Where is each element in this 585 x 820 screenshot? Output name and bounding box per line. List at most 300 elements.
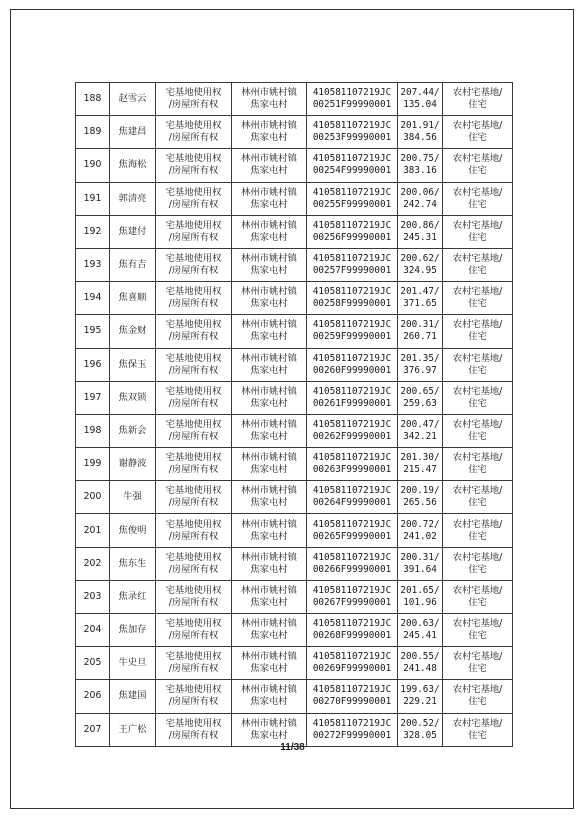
registry-table-body	[76, 83, 513, 747]
usage-cell	[443, 215, 513, 248]
area-line: 201.47/	[400, 286, 440, 298]
location-line: 林州市姚村镇	[241, 153, 297, 165]
unit-code-cell	[307, 248, 398, 281]
location-line: 林州市姚村镇	[241, 352, 297, 364]
owner-name-cell: 焦有吉	[110, 248, 156, 281]
location-line: 林州市姚村镇	[241, 485, 297, 497]
table-row	[76, 614, 513, 647]
usage-line: 住宅	[468, 132, 487, 144]
right-type-line: 宅基地使用权	[165, 153, 222, 165]
right-type-line: 宅基地使用权	[165, 385, 222, 397]
unit-code-cell	[307, 116, 398, 149]
location-line: 焦家屯村	[250, 729, 288, 741]
location-line: 林州市姚村镇	[241, 584, 297, 596]
location-cell	[232, 448, 307, 481]
area-line: 328.05	[403, 729, 437, 741]
usage-line: 住宅	[468, 298, 487, 310]
area-cell	[398, 547, 443, 580]
owner-name-cell: 赵雪云	[110, 83, 156, 116]
registry-table	[75, 82, 513, 747]
owner-name-cell: 焦新会	[110, 414, 156, 447]
unit-code-line: 00258F99990001	[312, 298, 392, 310]
area-line: 376.97	[403, 364, 437, 376]
unit-code-cell	[307, 149, 398, 182]
right-type-line: 宅基地使用权	[165, 253, 222, 265]
right-type-line: 宅基地使用权	[165, 286, 222, 298]
location-line: 焦家屯村	[250, 464, 288, 476]
right-type-line: /房屋所有权	[168, 630, 219, 642]
unit-code-cell	[307, 414, 398, 447]
unit-code-line: 00251F99990001	[312, 99, 392, 111]
usage-cell	[443, 348, 513, 381]
unit-code-cell	[307, 282, 398, 315]
location-line: 林州市姚村镇	[241, 684, 297, 696]
unit-code-line: 00268F99990001	[312, 630, 392, 642]
table-row	[76, 182, 513, 215]
table-row	[76, 448, 513, 481]
row-number-cell: 188	[76, 83, 110, 116]
area-line: 241.48	[403, 663, 437, 675]
owner-name-cell: 焦保玉	[110, 348, 156, 381]
usage-line: 农村宅基地/	[452, 684, 503, 696]
right-type-line: 宅基地使用权	[165, 518, 222, 530]
area-line: 265.56	[403, 497, 437, 509]
location-line: 焦家屯村	[250, 530, 288, 542]
right-type-line: 宅基地使用权	[165, 452, 222, 464]
usage-cell	[443, 282, 513, 315]
right-type-cell	[156, 580, 232, 613]
usage-cell	[443, 248, 513, 281]
area-cell	[398, 614, 443, 647]
unit-code-line: 410581107219JC	[312, 153, 392, 165]
usage-line: 农村宅基地/	[452, 584, 503, 596]
location-line: 焦家屯村	[250, 696, 288, 708]
table-row	[76, 414, 513, 447]
unit-code-line: 410581107219JC	[312, 120, 392, 132]
usage-line: 农村宅基地/	[452, 418, 503, 430]
unit-code-line: 00267F99990001	[312, 596, 392, 608]
right-type-cell	[156, 448, 232, 481]
location-line: 林州市姚村镇	[241, 286, 297, 298]
row-number-cell: 194	[76, 282, 110, 315]
unit-code-line: 00256F99990001	[312, 231, 392, 243]
right-type-line: /房屋所有权	[168, 596, 219, 608]
usage-cell	[443, 414, 513, 447]
usage-line: 农村宅基地/	[452, 120, 503, 132]
area-cell	[398, 83, 443, 116]
usage-line: 农村宅基地/	[452, 319, 503, 331]
unit-code-cell	[307, 83, 398, 116]
location-cell	[232, 614, 307, 647]
unit-code-line: 00260F99990001	[312, 364, 392, 376]
location-cell	[232, 282, 307, 315]
area-line: 245.31	[403, 231, 437, 243]
right-type-line: 宅基地使用权	[165, 584, 222, 596]
row-number-cell: 190	[76, 149, 110, 182]
table-row	[76, 381, 513, 414]
table-row	[76, 149, 513, 182]
usage-line: 农村宅基地/	[452, 253, 503, 265]
right-type-line: /房屋所有权	[168, 265, 219, 277]
usage-line: 住宅	[468, 397, 487, 409]
right-type-cell	[156, 381, 232, 414]
location-cell	[232, 481, 307, 514]
location-cell	[232, 414, 307, 447]
area-line: 200.52/	[400, 717, 440, 729]
usage-cell	[443, 514, 513, 547]
location-line: 焦家屯村	[250, 497, 288, 509]
right-type-line: 宅基地使用权	[165, 651, 222, 663]
location-line: 林州市姚村镇	[241, 120, 297, 132]
area-line: 200.86/	[400, 219, 440, 231]
right-type-line: /房屋所有权	[168, 696, 219, 708]
owner-name-cell: 焦录红	[110, 580, 156, 613]
usage-cell	[443, 647, 513, 680]
usage-cell	[443, 614, 513, 647]
location-cell	[232, 514, 307, 547]
usage-line: 农村宅基地/	[452, 485, 503, 497]
area-cell	[398, 481, 443, 514]
unit-code-line: 00261F99990001	[312, 397, 392, 409]
area-line: 200.72/	[400, 518, 440, 530]
unit-code-line: 00263F99990001	[312, 464, 392, 476]
unit-code-line: 410581107219JC	[312, 518, 392, 530]
usage-line: 农村宅基地/	[452, 651, 503, 663]
unit-code-cell	[307, 182, 398, 215]
area-line: 200.31/	[400, 551, 440, 563]
usage-cell	[443, 381, 513, 414]
row-number-cell: 196	[76, 348, 110, 381]
usage-line: 住宅	[468, 729, 487, 741]
usage-cell	[443, 481, 513, 514]
table-row	[76, 580, 513, 613]
area-cell	[398, 680, 443, 713]
usage-line: 农村宅基地/	[452, 87, 503, 99]
unit-code-line: 410581107219JC	[312, 186, 392, 198]
location-cell	[232, 315, 307, 348]
table-row	[76, 315, 513, 348]
area-cell	[398, 414, 443, 447]
location-line: 林州市姚村镇	[241, 717, 297, 729]
location-line: 焦家屯村	[250, 265, 288, 277]
owner-name-cell: 焦建付	[110, 215, 156, 248]
unit-code-line: 00262F99990001	[312, 430, 392, 442]
row-number-cell: 205	[76, 647, 110, 680]
unit-code-line: 410581107219JC	[312, 717, 392, 729]
location-line: 焦家屯村	[250, 630, 288, 642]
right-type-cell	[156, 315, 232, 348]
location-line: 焦家屯村	[250, 198, 288, 210]
row-number-cell: 206	[76, 680, 110, 713]
right-type-line: 宅基地使用权	[165, 87, 222, 99]
location-line: 林州市姚村镇	[241, 319, 297, 331]
row-number-cell: 193	[76, 248, 110, 281]
area-line: 201.35/	[400, 352, 440, 364]
usage-line: 农村宅基地/	[452, 153, 503, 165]
unit-code-line: 00272F99990001	[312, 729, 392, 741]
area-line: 245.41	[403, 630, 437, 642]
unit-code-cell	[307, 381, 398, 414]
right-type-cell	[156, 182, 232, 215]
row-number-cell: 199	[76, 448, 110, 481]
area-cell	[398, 381, 443, 414]
row-number-cell: 204	[76, 614, 110, 647]
right-type-line: /房屋所有权	[168, 530, 219, 542]
area-line: 391.64	[403, 563, 437, 575]
location-line: 林州市姚村镇	[241, 418, 297, 430]
location-cell	[232, 647, 307, 680]
unit-code-cell	[307, 315, 398, 348]
row-number-cell: 195	[76, 315, 110, 348]
usage-cell	[443, 116, 513, 149]
usage-line: 住宅	[468, 430, 487, 442]
area-line: 241.02	[403, 530, 437, 542]
location-line: 林州市姚村镇	[241, 186, 297, 198]
table-row	[76, 282, 513, 315]
unit-code-line: 00266F99990001	[312, 563, 392, 575]
usage-line: 住宅	[468, 165, 487, 177]
usage-line: 住宅	[468, 198, 487, 210]
location-line: 林州市姚村镇	[241, 551, 297, 563]
area-line: 200.65/	[400, 385, 440, 397]
right-type-line: /房屋所有权	[168, 198, 219, 210]
table-row	[76, 514, 513, 547]
right-type-cell	[156, 248, 232, 281]
usage-cell	[443, 83, 513, 116]
usage-cell	[443, 149, 513, 182]
row-number-cell: 192	[76, 215, 110, 248]
area-line: 342.21	[403, 430, 437, 442]
unit-code-cell	[307, 514, 398, 547]
right-type-line: /房屋所有权	[168, 464, 219, 476]
area-line: 200.47/	[400, 418, 440, 430]
area-line: 200.55/	[400, 651, 440, 663]
area-line: 200.63/	[400, 618, 440, 630]
right-type-cell	[156, 414, 232, 447]
usage-line: 住宅	[468, 596, 487, 608]
area-line: 207.44/	[400, 87, 440, 99]
unit-code-line: 410581107219JC	[312, 584, 392, 596]
right-type-cell	[156, 647, 232, 680]
row-number-cell: 198	[76, 414, 110, 447]
owner-name-cell: 焦双锁	[110, 381, 156, 414]
location-line: 焦家屯村	[250, 397, 288, 409]
right-type-line: 宅基地使用权	[165, 485, 222, 497]
usage-line: 住宅	[468, 497, 487, 509]
area-line: 259.63	[403, 397, 437, 409]
right-type-line: 宅基地使用权	[165, 418, 222, 430]
unit-code-line: 00253F99990001	[312, 132, 392, 144]
usage-line: 农村宅基地/	[452, 518, 503, 530]
unit-code-line: 00257F99990001	[312, 265, 392, 277]
unit-code-cell	[307, 647, 398, 680]
area-line: 201.30/	[400, 452, 440, 464]
area-line: 215.47	[403, 464, 437, 476]
usage-line: 住宅	[468, 696, 487, 708]
unit-code-line: 410581107219JC	[312, 286, 392, 298]
unit-code-cell	[307, 481, 398, 514]
area-cell	[398, 514, 443, 547]
location-cell	[232, 83, 307, 116]
usage-line: 住宅	[468, 563, 487, 575]
owner-name-cell: 焦喜顺	[110, 282, 156, 315]
right-type-cell	[156, 149, 232, 182]
usage-line: 农村宅基地/	[452, 186, 503, 198]
unit-code-line: 00259F99990001	[312, 331, 392, 343]
unit-code-line: 410581107219JC	[312, 87, 392, 99]
location-line: 焦家屯村	[250, 99, 288, 111]
right-type-cell	[156, 83, 232, 116]
location-cell	[232, 149, 307, 182]
row-number-cell: 197	[76, 381, 110, 414]
unit-code-line: 410581107219JC	[312, 618, 392, 630]
unit-code-line: 410581107219JC	[312, 418, 392, 430]
location-line: 林州市姚村镇	[241, 385, 297, 397]
unit-code-cell	[307, 614, 398, 647]
right-type-line: 宅基地使用权	[165, 319, 222, 331]
location-line: 林州市姚村镇	[241, 87, 297, 99]
unit-code-cell	[307, 215, 398, 248]
location-line: 焦家屯村	[250, 596, 288, 608]
usage-line: 住宅	[468, 99, 487, 111]
table-row	[76, 547, 513, 580]
usage-cell	[443, 580, 513, 613]
right-type-cell	[156, 348, 232, 381]
area-cell	[398, 182, 443, 215]
unit-code-line: 410581107219JC	[312, 651, 392, 663]
location-cell	[232, 381, 307, 414]
right-type-line: /房屋所有权	[168, 563, 219, 575]
usage-cell	[443, 680, 513, 713]
location-line: 焦家屯村	[250, 231, 288, 243]
usage-line: 住宅	[468, 630, 487, 642]
usage-line: 农村宅基地/	[452, 551, 503, 563]
usage-line: 住宅	[468, 331, 487, 343]
area-cell	[398, 348, 443, 381]
right-type-line: /房屋所有权	[168, 663, 219, 675]
usage-line: 住宅	[468, 231, 487, 243]
table-row	[76, 83, 513, 116]
owner-name-cell: 牛史旦	[110, 647, 156, 680]
right-type-cell	[156, 215, 232, 248]
owner-name-cell: 焦东生	[110, 547, 156, 580]
area-line: 135.04	[403, 99, 437, 111]
area-cell	[398, 248, 443, 281]
unit-code-cell	[307, 580, 398, 613]
owner-name-cell: 焦加存	[110, 614, 156, 647]
location-line: 林州市姚村镇	[241, 618, 297, 630]
area-line: 229.21	[403, 696, 437, 708]
usage-line: 农村宅基地/	[452, 385, 503, 397]
location-cell	[232, 348, 307, 381]
right-type-line: 宅基地使用权	[165, 684, 222, 696]
unit-code-cell	[307, 448, 398, 481]
right-type-cell	[156, 680, 232, 713]
usage-line: 农村宅基地/	[452, 618, 503, 630]
location-cell	[232, 248, 307, 281]
unit-code-line: 00254F99990001	[312, 165, 392, 177]
location-line: 焦家屯村	[250, 563, 288, 575]
area-line: 200.62/	[400, 253, 440, 265]
usage-line: 住宅	[468, 364, 487, 376]
usage-cell	[443, 182, 513, 215]
location-line: 林州市姚村镇	[241, 651, 297, 663]
right-type-line: /房屋所有权	[168, 231, 219, 243]
area-line: 200.31/	[400, 319, 440, 331]
area-line: 199.63/	[400, 684, 440, 696]
area-line: 200.06/	[400, 186, 440, 198]
unit-code-line: 410581107219JC	[312, 485, 392, 497]
right-type-cell	[156, 282, 232, 315]
location-line: 焦家屯村	[250, 298, 288, 310]
owner-name-cell: 谢静波	[110, 448, 156, 481]
table-row	[76, 647, 513, 680]
table-row	[76, 116, 513, 149]
right-type-line: 宅基地使用权	[165, 219, 222, 231]
unit-code-line: 410581107219JC	[312, 385, 392, 397]
row-number-cell: 201	[76, 514, 110, 547]
right-type-line: /房屋所有权	[168, 99, 219, 111]
right-type-line: /房屋所有权	[168, 729, 219, 741]
usage-cell	[443, 315, 513, 348]
location-line: 焦家屯村	[250, 165, 288, 177]
location-cell	[232, 680, 307, 713]
right-type-cell	[156, 547, 232, 580]
location-cell	[232, 580, 307, 613]
unit-code-line: 00264F99990001	[312, 497, 392, 509]
right-type-line: 宅基地使用权	[165, 120, 222, 132]
unit-code-line: 00269F99990001	[312, 663, 392, 675]
unit-code-line: 410581107219JC	[312, 219, 392, 231]
area-line: 384.56	[403, 132, 437, 144]
owner-name-cell: 焦金财	[110, 315, 156, 348]
usage-line: 农村宅基地/	[452, 717, 503, 729]
location-line: 林州市姚村镇	[241, 452, 297, 464]
right-type-cell	[156, 481, 232, 514]
owner-name-cell: 王广松	[110, 713, 156, 746]
table-row	[76, 481, 513, 514]
right-type-line: 宅基地使用权	[165, 186, 222, 198]
area-cell	[398, 149, 443, 182]
usage-cell	[443, 448, 513, 481]
right-type-line: /房屋所有权	[168, 132, 219, 144]
location-line: 林州市姚村镇	[241, 518, 297, 530]
right-type-cell	[156, 514, 232, 547]
location-cell	[232, 215, 307, 248]
area-line: 200.75/	[400, 153, 440, 165]
unit-code-line: 410581107219JC	[312, 452, 392, 464]
right-type-line: 宅基地使用权	[165, 352, 222, 364]
area-line: 242.74	[403, 198, 437, 210]
table-row	[76, 248, 513, 281]
right-type-cell	[156, 614, 232, 647]
area-cell	[398, 580, 443, 613]
area-cell	[398, 448, 443, 481]
page-number: 11/38	[280, 742, 305, 753]
location-cell	[232, 116, 307, 149]
location-cell	[232, 547, 307, 580]
unit-code-line: 00265F99990001	[312, 530, 392, 542]
row-number-cell: 207	[76, 713, 110, 746]
row-number-cell: 200	[76, 481, 110, 514]
owner-name-cell: 焦俊明	[110, 514, 156, 547]
unit-code-line: 410581107219JC	[312, 684, 392, 696]
usage-line: 农村宅基地/	[452, 352, 503, 364]
area-cell	[398, 647, 443, 680]
right-type-line: 宅基地使用权	[165, 551, 222, 563]
area-line: 201.65/	[400, 584, 440, 596]
location-line: 焦家屯村	[250, 430, 288, 442]
